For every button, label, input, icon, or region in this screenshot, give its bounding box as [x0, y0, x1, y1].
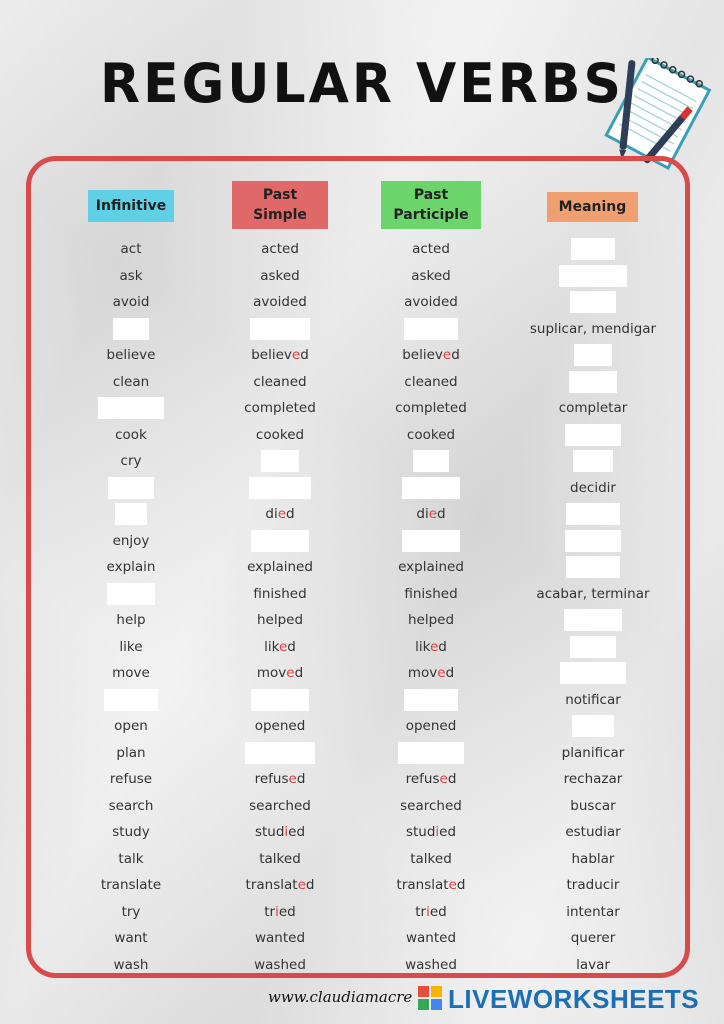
past-simple-cell: [200, 346, 360, 364]
spelling-highlight: i: [284, 824, 289, 840]
meaning-answer-blank[interactable]: [565, 530, 621, 552]
past-participle-cell: acted: [412, 241, 450, 257]
past-participle-answer-blank[interactable]: [402, 530, 460, 552]
header-past-simple-line2: Simple: [253, 207, 307, 223]
past-participle-cell: asked: [411, 267, 451, 284]
past-participle-cell: [351, 346, 511, 364]
meaning-cell: decidir: [570, 479, 616, 496]
past-participle-cell: helped: [407, 612, 455, 628]
infinitive-cell: help: [116, 612, 146, 628]
past-simple-cell: talked: [259, 850, 301, 867]
meaning-answer-blank[interactable]: [570, 636, 616, 658]
past-simple-cell: cooked: [255, 426, 305, 443]
meaning-cell: suplicar, mendigar: [529, 320, 657, 337]
page-title: REGULAR VERBS: [100, 52, 624, 116]
meaning-answer-blank[interactable]: [565, 424, 621, 446]
meaning-cell: hablar: [571, 850, 615, 867]
spelling-highlight: i: [435, 824, 440, 840]
infinitive-cell: like: [119, 638, 143, 655]
spelling-highlight: e: [437, 665, 446, 681]
verb-ending: d: [287, 638, 296, 655]
meaning-answer-blank[interactable]: [564, 609, 622, 631]
past-participle-cell: [351, 823, 511, 841]
meaning-answer-blank[interactable]: [566, 556, 620, 578]
infinitive-cell: translate: [100, 877, 162, 893]
verb-ending: d: [456, 877, 466, 893]
infinitive-cell: plan: [116, 744, 146, 761]
spelling-highlight: e: [278, 638, 288, 655]
past-simple-cell: acted: [261, 241, 299, 257]
infinitive-answer-blank[interactable]: [115, 503, 147, 525]
meaning-cell: completar: [558, 400, 628, 416]
verb-stem: translat: [245, 877, 298, 893]
spelling-highlight: e: [288, 771, 297, 787]
verb-stem: di: [265, 506, 278, 522]
infinitive-cell: wash: [113, 956, 149, 973]
past-simple-cell: explained: [247, 559, 313, 575]
infinitive-cell: clean: [112, 373, 150, 390]
verb-ending: d: [451, 347, 460, 363]
header-past-simple: [232, 181, 328, 229]
verb-ending: ed: [429, 903, 447, 920]
verb-ending: d: [445, 665, 455, 681]
past-simple-cell: [200, 903, 360, 921]
infinitive-answer-blank[interactable]: [107, 583, 155, 605]
meaning-cell: lavar: [576, 956, 610, 973]
past-participle-cell: completed: [395, 400, 467, 416]
past-participle-answer-blank[interactable]: [398, 742, 464, 764]
verb-stem: believ: [251, 347, 292, 363]
past-simple-cell: asked: [260, 267, 300, 284]
verb-ending: ed: [439, 824, 457, 840]
infinitive-answer-blank[interactable]: [104, 689, 158, 711]
header-past-participle-line1: Past: [413, 187, 449, 203]
verb-stem: refus: [254, 771, 289, 787]
past-simple-answer-blank[interactable]: [261, 450, 299, 472]
verb-stem: stud: [405, 824, 436, 840]
meaning-answer-blank[interactable]: [572, 715, 614, 737]
spelling-highlight: e: [286, 665, 295, 681]
verb-ending: ed: [288, 824, 306, 840]
infinitive-cell: refuse: [109, 771, 153, 787]
meaning-answer-blank[interactable]: [570, 291, 616, 313]
spelling-highlight: e: [429, 638, 439, 655]
verb-stem: tr: [264, 903, 276, 920]
verb-stem: mov: [256, 665, 287, 681]
verb-ending: d: [286, 506, 295, 522]
spelling-highlight: e: [277, 506, 287, 522]
verb-stem: stud: [254, 824, 285, 840]
meaning-cell: rechazar: [563, 771, 623, 787]
past-simple-cell: [200, 823, 360, 841]
infinitive-cell: act: [120, 241, 142, 257]
infinitive-cell: believe: [106, 347, 156, 363]
spelling-highlight: e: [291, 347, 301, 363]
infinitive-cell: try: [121, 903, 141, 920]
header-meaning-label: Meaning: [558, 199, 627, 215]
infinitive-cell: explain: [106, 559, 156, 575]
verb-stem: di: [416, 506, 429, 522]
meaning-answer-blank[interactable]: [574, 344, 612, 366]
meaning-cell: querer: [570, 930, 616, 946]
past-simple-answer-blank[interactable]: [251, 689, 309, 711]
header-past-participle-line2: Participle: [393, 207, 469, 223]
header-infinitive: [88, 190, 174, 222]
past-simple-cell: finished: [253, 585, 307, 602]
past-participle-cell: opened: [405, 718, 457, 734]
past-simple-cell: searched: [249, 797, 311, 814]
meaning-cell: acabar, terminar: [536, 585, 650, 602]
infinitive-cell: talk: [118, 850, 144, 867]
footer-brand: LIVEWORKSHEETS: [448, 984, 700, 1014]
past-participle-cell: finished: [404, 585, 458, 602]
verb-stem: translat: [396, 877, 449, 893]
verb-stem: refus: [405, 771, 440, 787]
past-simple-answer-blank[interactable]: [251, 530, 309, 552]
past-simple-cell: helped: [256, 612, 304, 628]
spelling-highlight: e: [442, 347, 452, 363]
infinitive-cell: ask: [119, 267, 143, 284]
spelling-highlight: i: [275, 903, 279, 920]
past-participle-cell: [351, 903, 511, 921]
past-participle-cell: avoided: [404, 294, 458, 310]
meaning-answer-blank[interactable]: [571, 238, 615, 260]
header-past-participle: [381, 181, 481, 229]
past-participle-answer-blank[interactable]: [413, 450, 449, 472]
verb-ending: d: [305, 877, 315, 893]
past-participle-cell: [351, 638, 511, 656]
verb-ending: d: [294, 665, 304, 681]
spelling-highlight: e: [448, 877, 457, 893]
past-simple-cell: [200, 770, 360, 788]
past-participle-cell: washed: [405, 956, 457, 973]
past-participle-cell: [351, 876, 511, 894]
past-participle-cell: [351, 505, 511, 523]
past-participle-cell: wanted: [405, 930, 457, 946]
verb-ending: ed: [278, 903, 296, 920]
infinitive-cell: open: [114, 718, 148, 734]
past-simple-answer-blank[interactable]: [250, 318, 310, 340]
infinitive-cell: move: [112, 665, 150, 681]
past-simple-cell: washed: [254, 956, 306, 973]
past-participle-answer-blank[interactable]: [404, 689, 458, 711]
past-participle-cell: searched: [400, 797, 462, 814]
meaning-answer-blank[interactable]: [566, 503, 620, 525]
spelling-highlight: i: [426, 903, 430, 920]
verb-stem: tr: [415, 903, 427, 920]
past-simple-answer-blank[interactable]: [249, 477, 311, 499]
meaning-answer-blank[interactable]: [569, 371, 617, 393]
infinitive-answer-blank[interactable]: [108, 477, 154, 499]
meaning-answer-blank[interactable]: [560, 662, 626, 684]
past-participle-answer-blank[interactable]: [404, 318, 458, 340]
past-simple-answer-blank[interactable]: [245, 742, 315, 764]
past-simple-cell: cleaned: [253, 373, 307, 390]
meaning-cell: intentar: [566, 903, 620, 920]
past-simple-cell: avoided: [253, 294, 307, 310]
past-simple-cell: [200, 638, 360, 656]
meaning-cell: estudiar: [565, 824, 621, 840]
infinitive-cell: want: [114, 930, 148, 946]
verb-stem: lik: [264, 638, 279, 655]
past-participle-answer-blank[interactable]: [402, 477, 460, 499]
verb-stem: believ: [402, 347, 443, 363]
verb-ending: d: [447, 771, 457, 787]
infinitive-cell: study: [112, 824, 150, 840]
meaning-answer-blank[interactable]: [559, 265, 627, 287]
meaning-cell: planificar: [561, 744, 625, 761]
infinitive-answer-blank[interactable]: [113, 318, 149, 340]
infinitive-cell: cook: [115, 426, 147, 443]
past-participle-cell: cleaned: [404, 373, 458, 390]
header-infinitive-label: Infinitive: [95, 198, 167, 214]
infinitive-cell: cry: [120, 453, 142, 469]
past-participle-cell: talked: [410, 850, 452, 867]
verb-ending: d: [438, 638, 447, 655]
infinitive-answer-blank[interactable]: [98, 397, 164, 419]
past-participle-cell: [351, 664, 511, 682]
past-simple-cell: opened: [254, 718, 306, 734]
verb-ending: d: [437, 506, 446, 522]
spelling-highlight: e: [439, 771, 448, 787]
past-simple-cell: [200, 664, 360, 682]
past-simple-cell: wanted: [254, 930, 306, 946]
meaning-cell: notificar: [565, 691, 621, 708]
past-participle-cell: explained: [398, 559, 464, 575]
verb-ending: d: [300, 347, 309, 363]
verb-stem: lik: [415, 638, 430, 655]
verb-ending: d: [296, 771, 306, 787]
verb-stem: mov: [407, 665, 438, 681]
infinitive-cell: search: [108, 797, 154, 814]
spelling-highlight: e: [297, 877, 306, 893]
past-simple-cell: completed: [244, 400, 316, 416]
notepad-pens-icon: [600, 58, 712, 170]
spelling-highlight: e: [428, 506, 438, 522]
meaning-cell: buscar: [570, 797, 616, 814]
past-simple-cell: [200, 876, 360, 894]
liveworksheets-logo-icon: [416, 984, 444, 1012]
infinitive-cell: enjoy: [112, 532, 150, 549]
past-participle-cell: cooked: [406, 426, 456, 443]
past-participle-cell: [351, 770, 511, 788]
meaning-cell: traducir: [566, 877, 620, 893]
header-past-simple-line1: Past: [262, 187, 298, 203]
footer-website: www.claudiamacre: [268, 988, 413, 1006]
infinitive-cell: avoid: [112, 294, 150, 310]
meaning-answer-blank[interactable]: [573, 450, 613, 472]
past-simple-cell: [200, 505, 360, 523]
header-meaning: [547, 192, 638, 222]
